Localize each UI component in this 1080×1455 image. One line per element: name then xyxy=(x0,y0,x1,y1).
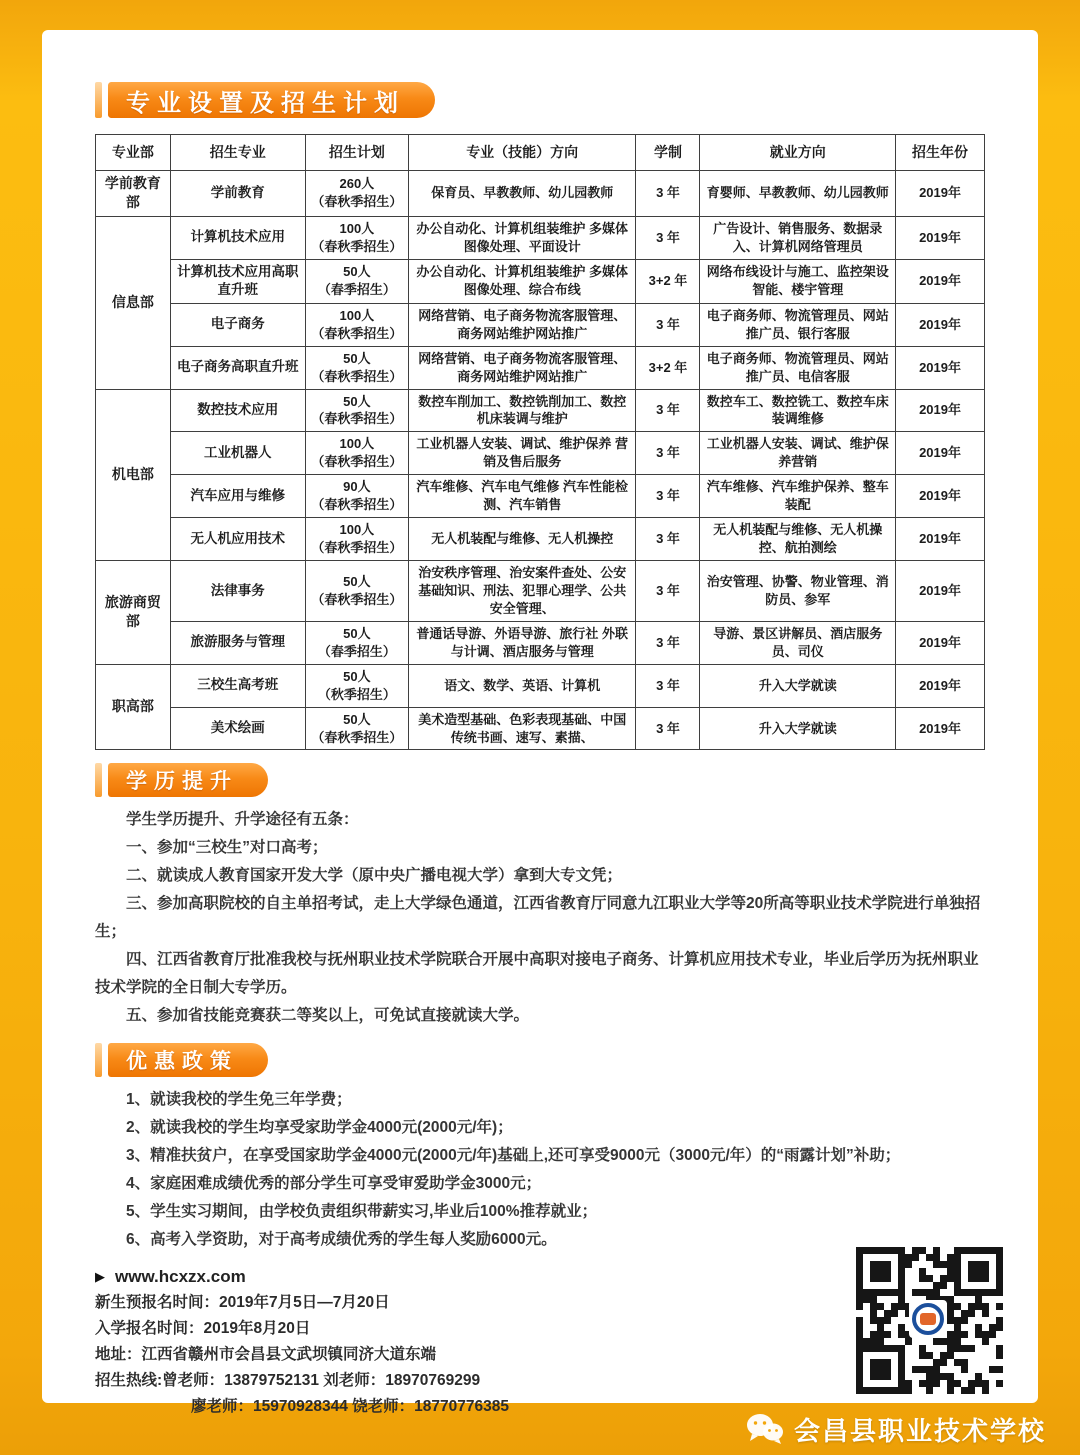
duration-cell: 3 年 xyxy=(636,475,700,518)
year-cell: 2019年 xyxy=(896,707,985,750)
skills-cell: 办公自动化、计算机组装维护 多媒体图像处理、平面设计 xyxy=(408,216,636,259)
duration-cell: 3 年 xyxy=(636,518,700,561)
school-name: 会昌县职业技术学校 xyxy=(793,1415,1046,1446)
plan-cell: 100人 （春秋季招生） xyxy=(305,518,408,561)
year-cell: 2019年 xyxy=(896,303,985,346)
plan-cell: 90人 （春秋季招生） xyxy=(305,475,408,518)
table-row xyxy=(96,707,985,750)
section-badge-policy xyxy=(95,1043,985,1077)
dept-cell: 职高部 xyxy=(96,664,171,750)
table-row xyxy=(96,216,985,259)
badge-accent-bar xyxy=(95,82,102,118)
contact-block xyxy=(95,1264,985,1420)
table-row xyxy=(96,475,985,518)
jobs-cell: 升入大学就读 xyxy=(700,664,896,707)
major-cell: 美术绘画 xyxy=(170,707,305,750)
duration-cell: 3+2 年 xyxy=(636,259,700,303)
column-header: 招生年份 xyxy=(896,135,985,171)
year-cell: 2019年 xyxy=(896,518,985,561)
year-cell: 2019年 xyxy=(896,171,985,217)
arrow-icon: ▶ xyxy=(95,1269,105,1285)
duration-cell: 3 年 xyxy=(636,621,700,664)
dept-cell: 机电部 xyxy=(96,389,171,561)
duration-cell: 3 年 xyxy=(636,432,700,475)
column-header: 就业方向 xyxy=(700,135,896,171)
section-badge-majors xyxy=(95,82,985,118)
section-title-policy: 优惠政策 xyxy=(108,1043,268,1077)
plan-cell: 100人 （春秋季招生） xyxy=(305,432,408,475)
skills-cell: 办公自动化、计算机组装维护 多媒体图像处理、综合布线 xyxy=(408,259,636,303)
plan-cell: 50人 （春秋季招生） xyxy=(305,561,408,622)
skills-cell: 治安秩序管理、治安案件查处、公安基础知识、刑法、犯罪心理学、公共安全管理、 xyxy=(408,561,636,622)
duration-cell: 3 年 xyxy=(636,561,700,622)
year-cell: 2019年 xyxy=(896,216,985,259)
education-item: 二、就读成人教育国家开发大学（原中央广播电视大学）拿到大专文凭； xyxy=(126,867,623,885)
education-item: 一、参加“三校生”对口高考； xyxy=(126,839,328,857)
website-url: www.hcxzx.com xyxy=(115,1267,246,1287)
year-cell: 2019年 xyxy=(896,432,985,475)
major-cell: 数控技术应用 xyxy=(170,389,305,432)
jobs-cell: 汽车维修、汽车维护保养、整车装配 xyxy=(700,475,896,518)
contact-line: 地址：江西省赣州市会昌县文武坝镇同济大道东端 xyxy=(95,1346,437,1364)
policy-item: 1、就读我校的学生免三年学费； xyxy=(126,1091,352,1109)
column-header: 专业部 xyxy=(96,135,171,171)
column-header: 学制 xyxy=(636,135,700,171)
major-cell: 电子商务 xyxy=(170,303,305,346)
education-item: 四、江西省教育厅批准我校与抚州职业技术学院联合开展中高职对接电子商务、计算机应用技术专业，毕业后学历为抚州职业技术学院的全日制大专学历。 xyxy=(95,951,979,997)
major-cell: 法律事务 xyxy=(170,561,305,622)
year-cell: 2019年 xyxy=(896,259,985,303)
section-title-education: 学历提升 xyxy=(108,763,268,797)
table-row xyxy=(96,389,985,432)
section-badge-education xyxy=(95,763,985,797)
qr-code xyxy=(854,1245,1002,1393)
column-header: 专业（技能）方向 xyxy=(408,135,636,171)
jobs-cell: 网络布线设计与施工、监控架设 智能、楼宇管理 xyxy=(700,259,896,303)
education-item: 三、参加高职院校的自主单招考试，走上大学绿色通道，江西省教育厅同意九江职业大学等20所高等职业技术学院进行单独招生； xyxy=(95,895,981,941)
skills-cell: 数控车削加工、数控铣削加工、数控机床装调与维护 xyxy=(408,389,636,432)
year-cell: 2019年 xyxy=(896,561,985,622)
skills-cell: 工业机器人安装、调试、维护保养 营销及售后服务 xyxy=(408,432,636,475)
policy-item: 6、高考入学资助，对于高考成绩优秀的学生每人奖励6000元。 xyxy=(126,1231,557,1249)
duration-cell: 3 年 xyxy=(636,664,700,707)
year-cell: 2019年 xyxy=(896,346,985,389)
duration-cell: 3 年 xyxy=(636,216,700,259)
plan-cell: 50人 （春秋季招生） xyxy=(305,707,408,750)
duration-cell: 3 年 xyxy=(636,389,700,432)
major-cell: 学前教育 xyxy=(170,171,305,217)
plan-cell: 50人 （秋季招生） xyxy=(305,664,408,707)
table-row xyxy=(96,171,985,217)
skills-cell: 网络营销、电子商务物流客服管理、商务网站维护网站推广 xyxy=(408,346,636,389)
jobs-cell: 工业机器人安装、调试、维护保养营销 xyxy=(700,432,896,475)
jobs-cell: 电子商务师、物流管理员、网站推广员、银行客服 xyxy=(700,303,896,346)
plan-cell: 50人 （春秋季招生） xyxy=(305,346,408,389)
skills-cell: 网络营销、电子商务物流客服管理、商务网站维护网站推广 xyxy=(408,303,636,346)
jobs-cell: 育婴师、早教教师、幼儿园教师 xyxy=(700,171,896,217)
policy-item: 5、学生实习期间，由学校负责组织带薪实习,毕业后100%推荐就业； xyxy=(126,1203,598,1221)
year-cell: 2019年 xyxy=(896,664,985,707)
jobs-cell: 电子商务师、物流管理员、网站推广员、电信客服 xyxy=(700,346,896,389)
skills-cell: 无人机装配与维修、无人机操控 xyxy=(408,518,636,561)
table-row xyxy=(96,561,985,622)
contact-line: 入学报名时间：2019年8月20日 xyxy=(95,1320,311,1338)
policy-item: 3、精准扶贫户，在享受国家助学金4000元(2000元/年)基础上,还可享受9000元（3000元/年）的“雨露计划”补助； xyxy=(126,1147,901,1165)
contact-line: 新生预报名时间：2019年7月5日—7月20日 xyxy=(95,1294,390,1312)
duration-cell: 3 年 xyxy=(636,707,700,750)
major-cell: 电子商务高职直升班 xyxy=(170,346,305,389)
jobs-cell: 广告设计、销售服务、数据录入、计算机网络管理员 xyxy=(700,216,896,259)
plan-cell: 100人 （春秋季招生） xyxy=(305,303,408,346)
table-row xyxy=(96,518,985,561)
plan-cell: 50人 （春季招生） xyxy=(305,259,408,303)
major-cell: 计算机技术应用 xyxy=(170,216,305,259)
duration-cell: 3+2 年 xyxy=(636,346,700,389)
phone-line-2: 廖老师：15970928344 饶老师：18770776385 xyxy=(191,1398,509,1416)
dept-cell: 学前教育部 xyxy=(96,171,171,217)
duration-cell: 3 年 xyxy=(636,171,700,217)
table-row xyxy=(96,432,985,475)
skills-cell: 美术造型基础、色彩表现基础、中国传统书画、速写、素描、 xyxy=(408,707,636,750)
school-emblem-icon xyxy=(909,1300,947,1338)
column-header: 招生专业 xyxy=(170,135,305,171)
column-header: 招生计划 xyxy=(305,135,408,171)
website-line xyxy=(95,1264,985,1290)
major-cell: 计算机技术应用高职直升班 xyxy=(170,259,305,303)
dept-cell: 信息部 xyxy=(96,216,171,389)
table-row xyxy=(96,303,985,346)
majors-table xyxy=(95,134,985,750)
year-cell: 2019年 xyxy=(896,621,985,664)
education-intro: 学生学历提升、升学途径有五条： xyxy=(126,811,359,829)
major-cell: 工业机器人 xyxy=(170,432,305,475)
bottom-strip xyxy=(0,1403,1080,1455)
content-panel xyxy=(42,30,1038,1416)
table-row xyxy=(96,621,985,664)
policy-item: 2、就读我校的学生均享受家助学金4000元(2000元/年)； xyxy=(126,1119,513,1137)
wechat-icon xyxy=(746,1413,784,1445)
major-cell: 三校生高考班 xyxy=(170,664,305,707)
policy-item: 4、家庭困难成绩优秀的部分学生可享受审爱助学金3000元； xyxy=(126,1175,542,1193)
section-education xyxy=(95,763,985,1030)
skills-cell: 保育员、早教教师、幼儿园教师 xyxy=(408,171,636,217)
education-item: 五、参加省技能竞赛获二等奖以上，可免试直接就读大学。 xyxy=(126,1007,530,1025)
contact-line: 招生热线:曾老师：13879752131 刘老师：18970769299 xyxy=(95,1372,481,1390)
skills-cell: 汽车维修、汽车电气维修 汽车性能检测、汽车销售 xyxy=(408,475,636,518)
skills-cell: 普通话导游、外语导游、旅行社 外联与计调、酒店服务与管理 xyxy=(408,621,636,664)
plan-cell: 50人 （春季招生） xyxy=(305,621,408,664)
major-cell: 无人机应用技术 xyxy=(170,518,305,561)
table-header-row xyxy=(96,135,985,171)
jobs-cell: 无人机装配与维修、无人机操控、航拍测绘 xyxy=(700,518,896,561)
skills-cell: 语文、数学、英语、计算机 xyxy=(408,664,636,707)
section-title-majors: 专业设置及招生计划 xyxy=(108,82,435,118)
jobs-cell: 数控车工、数控铣工、数控车床装调维修 xyxy=(700,389,896,432)
year-cell: 2019年 xyxy=(896,389,985,432)
plan-cell: 50人 （春秋季招生） xyxy=(305,389,408,432)
dept-cell: 旅游商贸部 xyxy=(96,561,171,665)
plan-cell: 100人 （春秋季招生） xyxy=(305,216,408,259)
jobs-cell: 治安管理、协警、物业管理、消防员、参军 xyxy=(700,561,896,622)
badge-accent-bar xyxy=(95,1043,102,1077)
year-cell: 2019年 xyxy=(896,475,985,518)
qr-pattern xyxy=(856,1247,1000,1391)
table-row xyxy=(96,664,985,707)
jobs-cell: 升入大学就读 xyxy=(700,707,896,750)
major-cell: 旅游服务与管理 xyxy=(170,621,305,664)
duration-cell: 3 年 xyxy=(636,303,700,346)
table-row xyxy=(96,346,985,389)
jobs-cell: 导游、景区讲解员、酒店服务员、司仪 xyxy=(700,621,896,664)
major-cell: 汽车应用与维修 xyxy=(170,475,305,518)
plan-cell: 260人 （春秋季招生） xyxy=(305,171,408,217)
badge-accent-bar xyxy=(95,763,102,797)
section-policy xyxy=(95,1043,985,1254)
table-row xyxy=(96,259,985,303)
